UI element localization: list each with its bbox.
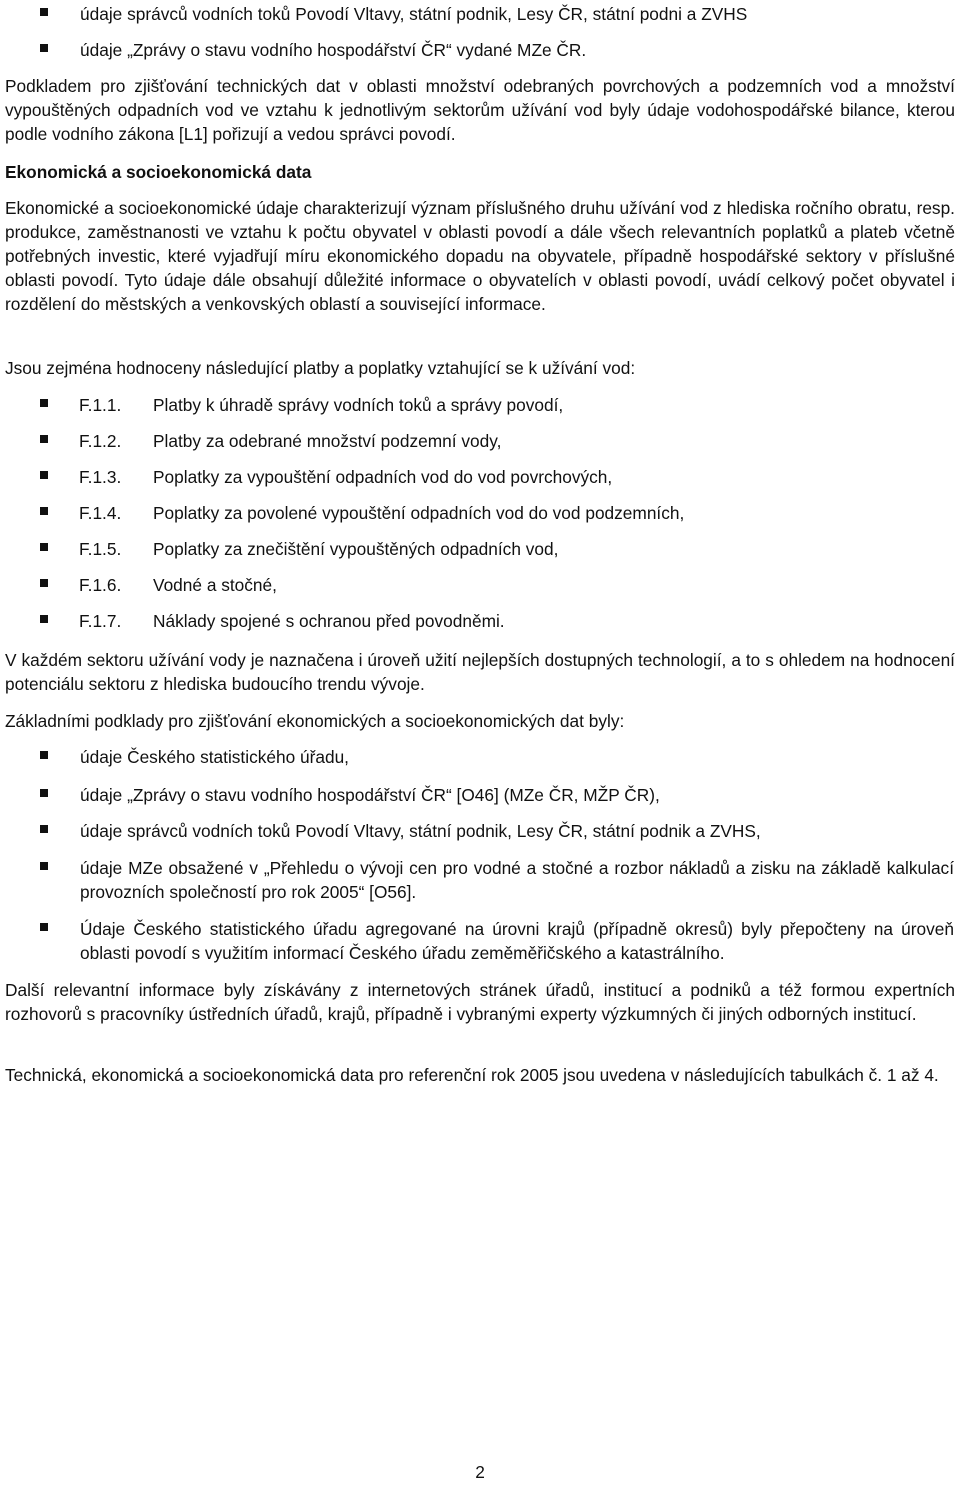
payment-text: Platby za odebrané množství podzemní vody, [153, 431, 502, 451]
bullet-square-icon [40, 615, 48, 623]
payment-text: Platby k úhradě správy vodních toků a správy povodí, [153, 395, 564, 415]
payment-code: F.1.3. [79, 467, 122, 487]
list-item-text: údaje správců vodních toků Povodí Vltavy, státní podnik, Lesy ČR, státní podnik a ZVHS, [80, 821, 761, 841]
list-item-text: údaje „Zprávy o stavu vodního hospodářství ČR“ vydané MZe ČR. [80, 40, 587, 60]
list-item-text: údaje MZe obsažené v „Přehledu o vývoji cen pro vodné a stočné a rozbor nákladů a zisku na základě kalkulací provozních společností pro rok 2005“ [O56]. [80, 858, 954, 902]
payment-code: F.1.6. [79, 575, 122, 595]
section-heading: Ekonomická a socioekonomická data [5, 162, 312, 182]
paragraph-payments-intro: Jsou zejména hodnoceny následující platby a poplatky vztahující se k užívání vod: [5, 358, 636, 378]
list-item-text: údaje správců vodních toků Povodí Vltavy, státní podnik, Lesy ČR, státní podni a ZVHS [80, 4, 748, 24]
bullet-square-icon [40, 825, 48, 833]
bullet-square-icon [40, 862, 48, 870]
payment-code: F.1.5. [79, 539, 122, 559]
payment-text: Vodné a stočné, [153, 575, 277, 595]
paragraph-sources-intro: Základními podklady pro zjišťování ekonomických a socioekonomických dat byly: [5, 711, 625, 731]
payment-code: F.1.2. [79, 431, 122, 451]
paragraph-economic-data: Ekonomické a socioekonomické údaje charakterizují význam příslušného druhu užívání vod z hlediska ročního obratu, resp. produkce, zaměstnanosti ve vztahu k počtu obyvatel v oblasti povodí a dále všech relevantních poplatků a plateb včetně potřebných investic, které vyjadřují míru ekonomického dopadu na obyvatele, případně hospodářské sektory v příslušné oblasti povodí. Tyto údaje dále obsahují důležité informace o obyvatelích v oblasti povodí, uvádí celkový počet obyvatel i rozdělení do městských a venkovských oblastí a související informace. [5, 198, 955, 314]
paragraph-technical-data: Podkladem pro zjišťování technických dat v oblasti množství odebraných povrchových a podzemních vod a množství vypouštěných odpadních vod ve vztahu k jednotlivým sektorům užívání vod byly údaje vodohospodářské bilance, kterou podle vodního zákona [L1] pořizují a vedou správci povodí. [5, 76, 955, 144]
paragraph-technologies: V každém sektoru užívání vody je naznačena i úroveň užití nejlepších dostupných technologií, a to s ohledem na hodnocení potenciálu sektoru z hlediska budoucího trendu vývoje. [5, 650, 955, 694]
bullet-square-icon [40, 789, 48, 797]
bullet-square-icon [40, 543, 48, 551]
list-item-text: údaje Českého statistického úřadu, [80, 747, 349, 767]
list-item-text: údaje „Zprávy o stavu vodního hospodářství ČR“ [O46] (MZe ČR, MŽP ČR), [80, 785, 660, 805]
bullet-square-icon [40, 923, 48, 931]
bullet-square-icon [40, 435, 48, 443]
paragraph-reference-year: Technická, ekonomická a socioekonomická data pro referenční rok 2005 jsou uvedena v následujících tabulkách č. 1 až 4. [5, 1065, 939, 1085]
bullet-square-icon [40, 751, 48, 759]
payment-text: Poplatky za znečištění vypouštěných odpadních vod, [153, 539, 559, 559]
payment-text: Poplatky za povolené vypouštění odpadních vod do vod podzemních, [153, 503, 685, 523]
payment-text: Poplatky za vypouštění odpadních vod do vod povrchových, [153, 467, 613, 487]
page-number: 2 [475, 1462, 485, 1482]
bullet-square-icon [40, 507, 48, 515]
paragraph-other-info: Další relevantní informace byly získávány z internetových stránek úřadů, institucí a podniků a též formou expertních rozhovorů s pracovníky ústředních úřadů, krajů, případně i vybranými experty výzkumných či jiných odborných institucí. [5, 980, 955, 1024]
payment-text: Náklady spojené s ochranou před povodněmi. [153, 611, 505, 631]
bullet-square-icon [40, 399, 48, 407]
bullet-square-icon [40, 579, 48, 587]
payment-code: F.1.4. [79, 503, 122, 523]
bullet-square-icon [40, 471, 48, 479]
bullet-square-icon [40, 44, 48, 52]
list-item-text: Údaje Českého statistického úřadu agregované na úrovni krajů (případně okresů) byly přepočteny na úroveň oblasti povodí s využitím informací Českého úřadu zeměměřičského a katastrálního. [80, 919, 954, 963]
payment-code: F.1.7. [79, 611, 122, 631]
bullet-square-icon [40, 8, 48, 16]
payment-code: F.1.1. [79, 395, 122, 415]
